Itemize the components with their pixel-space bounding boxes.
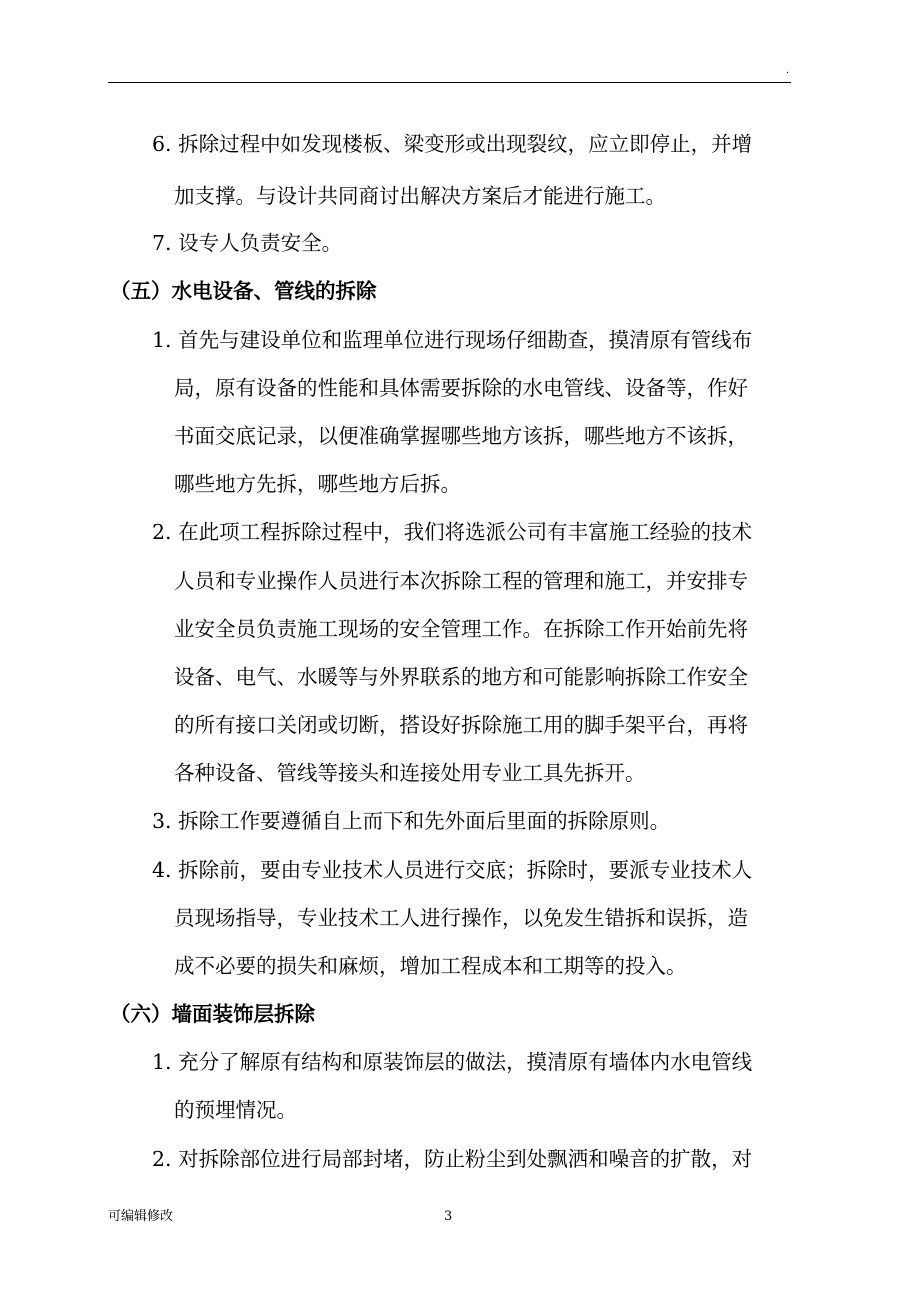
s5-item-4-line-1: 4. 拆除前，要由专业技术人员进行交底；拆除时，要派专业技术人 xyxy=(152,858,753,882)
section-heading-6: （六）墙面装饰层拆除 xyxy=(110,1002,315,1026)
page-number: 3 xyxy=(444,1209,453,1224)
s5-item-2-line-2: 人员和专业操作人员进行本次拆除工程的管理和施工，并安排专 xyxy=(174,569,748,593)
s5-item-1-line-2: 局，原有设备的性能和具体需要拆除的水电管线、设备等，作好 xyxy=(174,376,748,400)
s5-item-3: 3. 拆除工作要遵循自上而下和先外面后里面的拆除原则。 xyxy=(152,809,671,833)
s5-item-4-line-3: 成不必要的损失和麻烦，增加工程成本和工期等的投入。 xyxy=(174,954,687,978)
item-7: 7. 设专人负责安全。 xyxy=(152,231,343,255)
footer-editable-note: 可编辑修改 xyxy=(108,1209,174,1224)
s5-item-2-line-5: 的所有接口关闭或切断，搭设好拆除施工用的脚手架平台，再将 xyxy=(174,713,748,737)
header-mark: . xyxy=(786,65,790,76)
item-6-line-2: 加支撑。与设计共同商讨出解决方案后才能进行施工。 xyxy=(174,184,666,208)
s5-item-4-line-2: 员现场指导，专业技术工人进行操作，以免发生错拆和误拆，造 xyxy=(174,906,748,930)
s5-item-1-line-3: 书面交底记录，以便准确掌握哪些地方该拆，哪些地方不该拆， xyxy=(174,424,748,448)
section-heading-5: （五）水电设备、管线的拆除 xyxy=(110,279,377,303)
s6-item-1-line-1: 1. 充分了解原有结构和原装饰层的做法，摸清原有墙体内水电管线 xyxy=(152,1050,753,1074)
item-6-line-1: 6. 拆除过程中如发现楼板、梁变形或出现裂纹，应立即停止，并增 xyxy=(152,132,753,156)
s5-item-2-line-6: 各种设备、管线等接头和连接处用专业工具先拆开。 xyxy=(174,761,646,785)
s5-item-1-line-1: 1. 首先与建设单位和监理单位进行现场仔细勘查，摸清原有管线布 xyxy=(152,328,753,352)
s5-item-2-line-4: 设备、电气、水暖等与外界联系的地方和可能影响拆除工作安全 xyxy=(174,665,748,689)
s6-item-2-line-1: 2. 对拆除部位进行局部封堵，防止粉尘到处飘洒和噪音的扩散，对 xyxy=(152,1147,753,1171)
s5-item-2-line-3: 业安全员负责施工现场的安全管理工作。在拆除工作开始前先将 xyxy=(174,617,748,641)
s6-item-1-line-2: 的预埋情况。 xyxy=(174,1098,297,1122)
header-rule xyxy=(108,82,791,83)
s5-item-2-line-1: 2. 在此项工程拆除过程中，我们将选派公司有丰富施工经验的技术 xyxy=(152,520,753,544)
s5-item-1-line-4: 哪些地方先拆，哪些地方后拆。 xyxy=(174,472,461,496)
